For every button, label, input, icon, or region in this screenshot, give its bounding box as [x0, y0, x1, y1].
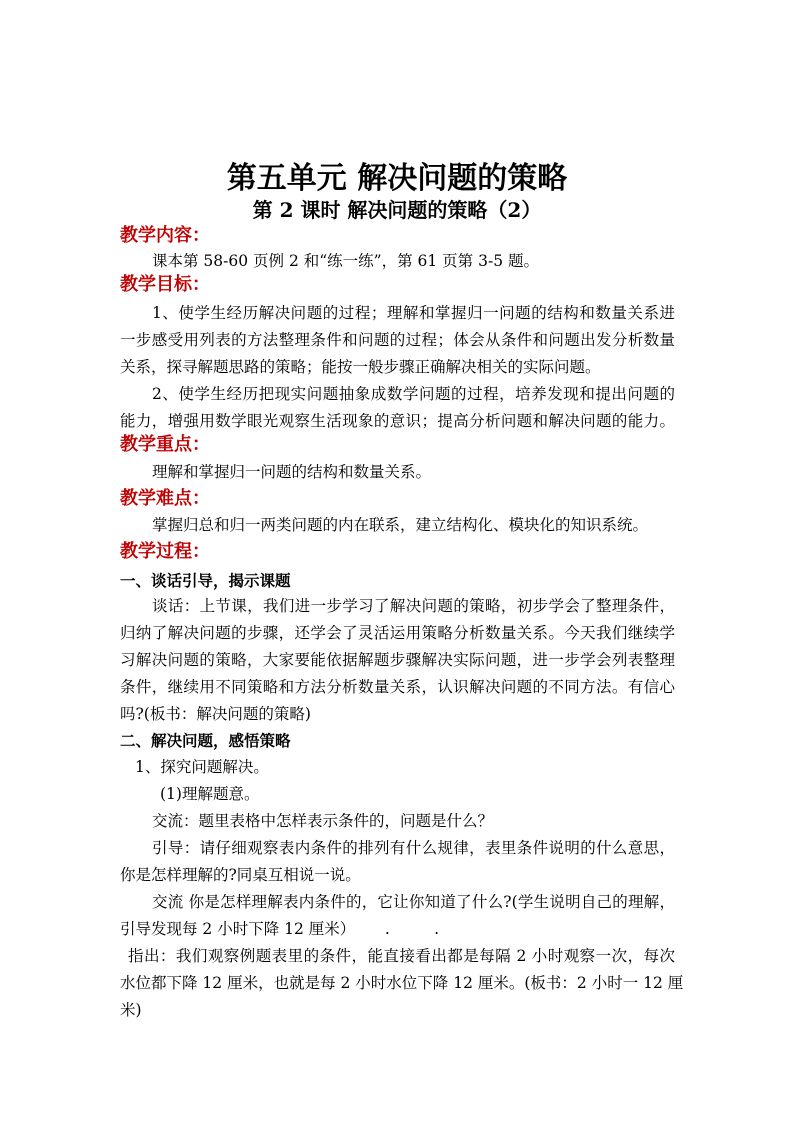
key-text: 理解和掌握归一问题的结构和数量关系。 [152, 463, 432, 481]
difficulty-heading: 教学难点： [120, 488, 210, 509]
part2-heading: 二、解决问题，感悟策略 [120, 731, 291, 750]
part2-item1: 1、探究问题解决。 [135, 758, 269, 776]
process-heading: 教学过程： [120, 541, 210, 562]
guide-line1: 引导：请仔细观察表内条件的排列有什么规律，表里条件说明的什么意思， [152, 839, 675, 857]
point-line1: 指出：我们观察例题表里的条件，能直接看出都是每隔 2 小时观察一次，每次 [128, 947, 675, 965]
exchange1: 交流：题里表格中怎样表示条件的，问题是什么？ [152, 812, 494, 830]
exchange2-line2: 引导发现每 2 小时下降 12 厘米） . . [120, 920, 440, 938]
part1-line4: 条件，继续用不同策略和方法分析数量关系，认识解决问题的不同方法。有信心 [120, 678, 675, 696]
part1-line1: 谈话：上节课，我们进一步学习了解决问题的策略，初步学会了整理条件， [152, 597, 675, 615]
key-heading: 教学重点： [120, 434, 210, 455]
goal2-line1: 2、使学生经历把现实问题抽象成数学问题的过程，培养发现和提出问题的 [152, 385, 675, 403]
difficulty-text: 掌握归总和归一两类问题的内在联系，建立结构化、模块化的知识系统。 [152, 516, 649, 534]
goals-heading: 教学目标： [120, 274, 210, 295]
point-line2: 水位都下降 12 厘米，也就是每 2 小时水位下降 12 厘米。(板书：2 小时一 12 厘 [120, 974, 684, 992]
exchange2-line1: 交流 你是怎样理解表内条件的，它让你知道了什么?(学生说明自己的理解， [152, 893, 675, 911]
part1-line3: 习解决问题的策略，大家要能依据解题步骤解决实际问题，进一步学会列表整理 [120, 651, 675, 669]
part1-line2: 归纳了解决问题的步骤，还学会了灵活运用策略分析数量关系。今天我们继续学 [120, 624, 675, 642]
goal1-line3: 关系，探寻解题思路的策略；能按一般步骤正确解决相关的实际问题。 [120, 358, 601, 376]
content-heading: 教学内容： [120, 225, 210, 246]
page-subtitle: 第 2 课时 解决问题的策略（2） [252, 198, 542, 222]
goal2-line2: 能力，增强用数学眼光观察生活现象的意识；提高分析问题和解决问题的能力。 [120, 412, 675, 430]
goal1-line1: 1、使学生经历解决问题的过程；理解和掌握归一问题的结构和数量关系进 [152, 304, 675, 322]
page-title: 第五单元 解决问题的策略 [226, 161, 568, 196]
part1-heading: 一、谈话引导，揭示课题 [120, 571, 291, 590]
point-line3: 米) [120, 1001, 142, 1019]
goal1-line2: 一步感受用列表的方法整理条件和问题的过程；体会从条件和问题出发分析数量 [120, 331, 675, 349]
part2-item1-sub: (1)理解题意。 [160, 785, 260, 803]
content-text: 课本第 58-60 页例 2 和“练一练”，第 61 页第 3-5 题。 [152, 252, 539, 270]
guide-line2: 你是怎样理解的?同桌互相说一说。 [120, 866, 361, 884]
part1-line5: 吗?(板书：解决问题的策略) [120, 705, 311, 723]
